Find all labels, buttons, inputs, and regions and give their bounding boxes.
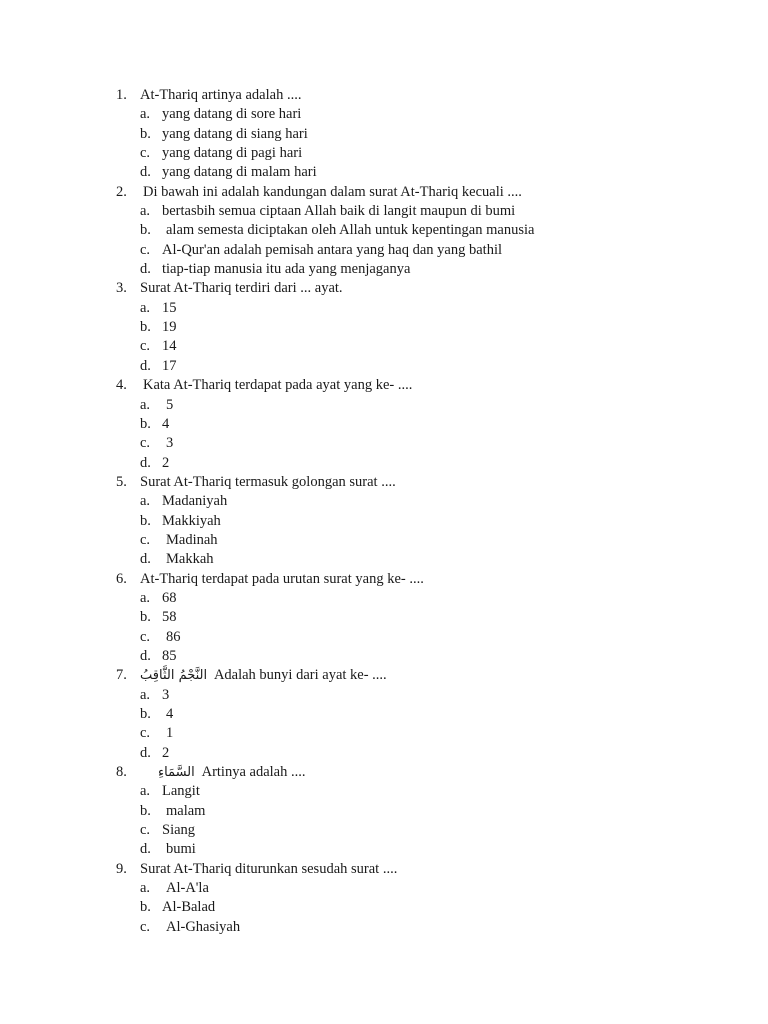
arabic-word: السَّمَاءِ [158, 765, 195, 781]
option-7c [0, 724, 768, 743]
question-number: 2. [116, 183, 127, 200]
option-letter: a. [140, 106, 151, 123]
option-letter: d. [140, 164, 151, 181]
option-letter: d. [140, 357, 151, 374]
option-text: 4 [166, 706, 174, 722]
question-6 [0, 570, 768, 589]
question-7 [0, 666, 768, 685]
question-number: 9. [116, 860, 127, 877]
question-text: At-Thariq terdapat pada urutan surat yang ke- .... [140, 570, 424, 587]
option-9c [0, 918, 768, 937]
option-text: 2 [162, 454, 170, 471]
option-text: Madinah [166, 531, 218, 548]
option-letter: d. [140, 647, 151, 664]
option-letter: c. [140, 338, 151, 355]
option-letter: b. [140, 609, 151, 626]
option-text: Al-Ghasiyah [166, 918, 241, 935]
option-text: Makkah [166, 551, 214, 568]
option-letter: b. [140, 512, 151, 529]
option-3a [0, 299, 768, 318]
option-6b [0, 608, 768, 627]
question-text-row [158, 763, 305, 782]
option-text: 86 [166, 628, 181, 645]
option-letter: a. [140, 686, 151, 703]
option-text: Langit [162, 783, 200, 800]
option-letter: c. [140, 918, 151, 935]
option-8a [0, 782, 768, 801]
option-text: 15 [162, 299, 177, 316]
question-number: 5. [116, 473, 127, 490]
option-text: bumi [166, 841, 196, 858]
question-text: At-Thariq artinya adalah .... [140, 87, 302, 103]
option-text: 4 [162, 415, 170, 432]
option-letter: b. [140, 802, 151, 819]
option-letter: a. [140, 880, 151, 897]
option-text: Makkiyah [162, 512, 221, 529]
option-letter: a. [140, 396, 151, 413]
option-7d [0, 744, 768, 763]
question-number: 1. [116, 87, 127, 103]
option-5d [0, 550, 768, 569]
option-text: tiap-tiap manusia itu ada yang menjaganya [162, 261, 411, 278]
option-text: yang datang di malam hari [162, 164, 317, 181]
option-letter: c. [140, 241, 151, 258]
option-8b [0, 802, 768, 821]
option-4c [0, 434, 768, 453]
question-text: Surat At-Thariq termasuk golongan surat .... [140, 473, 396, 490]
option-letter: a. [140, 783, 151, 800]
question-number: 8. [116, 764, 127, 781]
option-4d [0, 454, 768, 473]
question-4 [0, 376, 768, 395]
question-text: Di bawah ini adalah kandungan dalam surat At-Thariq kecuali .... [143, 183, 522, 200]
option-letter: c. [140, 725, 151, 742]
option-1d [0, 163, 768, 182]
question-text: Adalah bunyi dari ayat ke- .... [213, 667, 387, 684]
option-text: yang datang di pagi hari [162, 145, 303, 162]
option-3b [0, 318, 768, 337]
option-letter: b. [140, 899, 151, 916]
option-letter: b. [140, 222, 151, 239]
option-text: yang datang di sore hari [162, 106, 302, 123]
quiz-document [0, 86, 768, 937]
question-2 [0, 183, 768, 202]
question-1 [0, 86, 768, 105]
option-letter: c. [140, 435, 151, 452]
option-4b [0, 415, 768, 434]
option-letter: b. [140, 706, 151, 722]
option-text: 1 [166, 725, 174, 742]
question-text-row [140, 666, 387, 685]
option-text: 3 [162, 686, 170, 703]
option-letter: b. [140, 125, 151, 142]
option-7b [0, 705, 768, 724]
option-letter: b. [140, 319, 151, 336]
option-2b [0, 221, 768, 240]
option-8d [0, 840, 768, 859]
option-text: 19 [162, 319, 177, 336]
option-letter: c. [140, 531, 151, 548]
option-text: malam [166, 802, 206, 819]
option-2c [0, 241, 768, 260]
option-9b [0, 898, 768, 917]
option-text: 5 [166, 396, 174, 413]
option-letter: c. [140, 145, 151, 162]
option-letter: d. [140, 454, 151, 471]
option-text: 14 [162, 338, 177, 355]
option-text: bertasbih semua ciptaan Allah baik di langit maupun di bumi [162, 203, 516, 220]
option-letter: c. [140, 628, 151, 645]
option-text: Siang [162, 822, 196, 839]
option-text: Madaniyah [162, 493, 228, 510]
option-text: 2 [162, 744, 170, 761]
option-text: 3 [166, 435, 174, 452]
question-number: 7. [116, 667, 127, 684]
option-letter: c. [140, 822, 151, 839]
question-text: Surat At-Thariq terdiri dari ... ayat. [140, 280, 343, 297]
option-8c [0, 821, 768, 840]
option-6c [0, 628, 768, 647]
option-6a [0, 589, 768, 608]
option-letter: b. [140, 415, 151, 432]
question-number: 3. [116, 280, 127, 297]
option-letter: a. [140, 299, 151, 316]
option-3c [0, 337, 768, 356]
option-letter: d. [140, 744, 151, 761]
question-9 [0, 860, 768, 879]
option-2a [0, 202, 768, 221]
option-text: Al-A'la [166, 880, 209, 897]
option-letter: a. [140, 493, 151, 510]
option-letter: d. [140, 551, 151, 568]
question-5 [0, 473, 768, 492]
question-number: 6. [116, 570, 127, 587]
option-4a [0, 396, 768, 415]
option-1a [0, 105, 768, 124]
question-3 [0, 279, 768, 298]
option-letter: a. [140, 589, 151, 606]
option-text: Al-Balad [162, 899, 216, 916]
option-text: alam semesta diciptakan oleh Allah untuk kepentingan manusia [166, 222, 535, 239]
option-3d [0, 357, 768, 376]
option-text: 85 [162, 647, 177, 664]
option-1b [0, 125, 768, 144]
option-7a [0, 686, 768, 705]
option-1c [0, 144, 768, 163]
question-text: Surat At-Thariq diturunkan sesudah surat .... [140, 860, 398, 877]
option-5a [0, 492, 768, 511]
option-letter: d. [140, 841, 151, 858]
option-letter: a. [140, 203, 151, 220]
option-text: yang datang di siang hari [162, 125, 308, 142]
question-number: 4. [116, 377, 127, 394]
option-letter: d. [140, 261, 151, 278]
option-2d [0, 260, 768, 279]
option-text: Al-Qur'an adalah pemisah antara yang haq dan yang bathil [162, 241, 503, 258]
option-5b [0, 512, 768, 531]
option-5c [0, 531, 768, 550]
question-8 [0, 763, 768, 782]
question-text: Artinya adalah .... [201, 764, 306, 781]
option-6d [0, 647, 768, 666]
option-text: 17 [162, 357, 177, 374]
option-text: 58 [162, 609, 177, 626]
option-text: 68 [162, 589, 177, 606]
option-9a [0, 879, 768, 898]
arabic-verse: النَّجْمُ الثَّاقِبُ [140, 668, 208, 684]
question-text: Kata At-Thariq terdapat pada ayat yang ke- .... [143, 377, 413, 394]
